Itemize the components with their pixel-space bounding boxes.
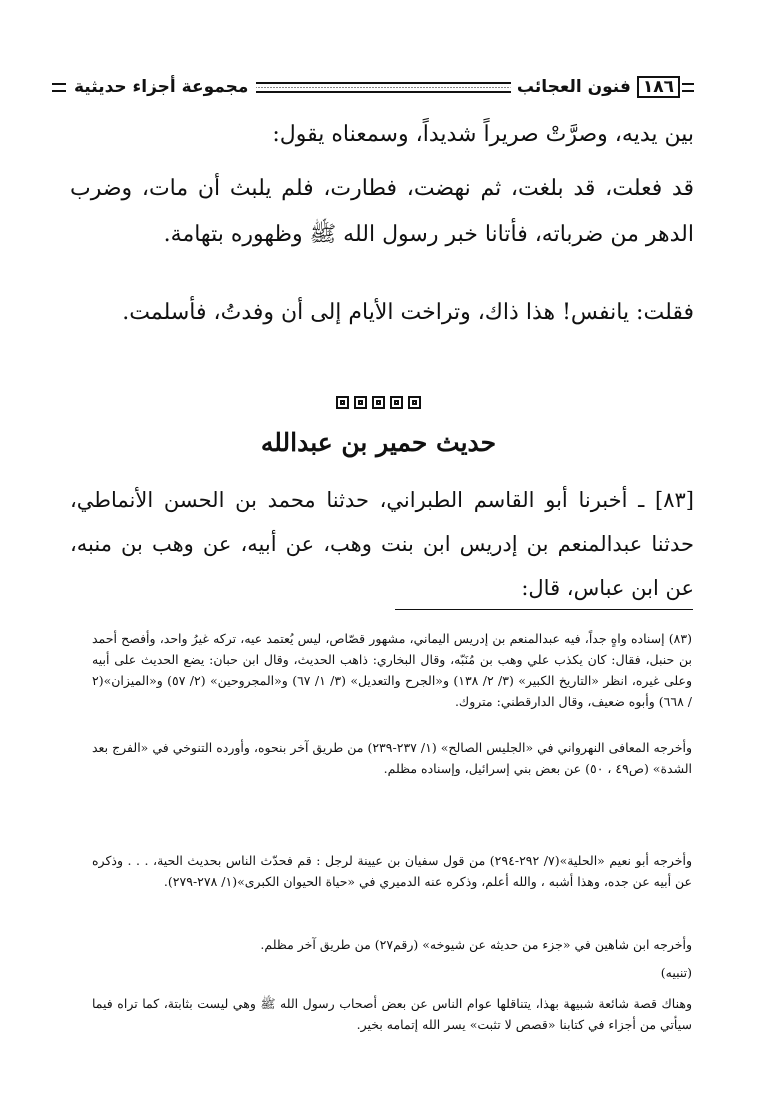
body-paragraph-2: قد فعلت، قد بلغت، ثم نهضت، فطارت، فلم يلبث أن مات، وضرب الدهر من ضرباته، فأتانا خبر رسول الله ﷺ وظهوره بتهامة. [70, 176, 694, 247]
footnote-note-heading: (تنبيه) [660, 965, 692, 980]
footnote-divider [395, 609, 693, 610]
running-header [52, 72, 694, 102]
separator-square [354, 396, 367, 409]
section-title: حديث حمير بن عبدالله [260, 428, 497, 457]
header-rule [256, 82, 510, 93]
body-paragraph-1: بين يديه، وصرَّتْ صريراً شديداً، وسمعناه يقول: [272, 122, 694, 147]
separator-square [336, 396, 349, 409]
book-title: فنون العجائب [516, 77, 631, 97]
page-number: ١٨٦ [637, 76, 680, 98]
separator-square [408, 396, 421, 409]
series-title: مجموعة أجزاء حديثية [74, 77, 249, 97]
footnote-1: (٨٣) إسناده واهٍ جداً، فيه عبدالمنعم بن إدريس اليماني، مشهور قصّاص، ليس يُعتمد عيه، تركه غيرُ واحد، وأفصح أحمد بن حنبل، فقال: كان يكذب علي وهب بن مُنَبّه، وقال البخاري: ذاهب الحديث، وقال ابن حبان: يضع الحديث على أبيه وعلى غيره، انظر «التاريخ الكبير» (٣/ ٢/ ١٣٨) و«الجرح والتعديل» (٣/ ١/ ٦٧) و«المجروحين» (٢/ ٥٧) و«الميزان»(٢ / ٦٦٨) وأبوه ضعيف، وقال الدارقطني: متروك. [92, 631, 692, 709]
body-paragraph-3: فقلت: يانفس! هذا ذاك، وتراخت الأيام إلى أن وفدتُ، فأسلمت. [122, 300, 694, 325]
section-separator-ornament [0, 396, 757, 409]
footnote-2: وأخرجه المعافى النهرواني في «الجليس الصالح» (١/ ٢٣٧-٢٣٩) من طريق آخر بنحوه، وأورده التنوخي في «الفرج بعد الشدة» (ص٤٩ ، ٥٠) عن بعض بني إسرائيل، وإسناده مظلم. [92, 740, 693, 776]
footnote-3: وأخرجه أبو نعيم «الحلية»(٧/ ٢٩٢-٢٩٤) من قول سفيان بن عيينة لرجل : قم فحدّث الناس بحديث الحية، . . . وذكره عن أبيه عن جده، وهذا أشبه ، والله أعلم، وذكره عنه الدميري في «حياة الحيوان الكبرى»(١/ ٢٧٨-٢٧٩). [92, 853, 692, 889]
footnote-4: وأخرجه ابن شاهين في «جزء من حديثه عن شيوخه» (رقم٢٧) من طريق آخر مظلم. [260, 937, 692, 952]
hadith-text: [٨٣] ـ أخبرنا أبو القاسم الطبراني، حدثنا محمد بن الحسن الأنماطي، حدثنا عبدالمنعم بن إدريس ابن بنت وهب، عن أبيه، عن وهب بن منبه، عن ابن عباس، قال: [70, 488, 694, 600]
separator-square [390, 396, 403, 409]
footnote-6: وهناك قصة شائعة شبيهة بهذا، يتناقلها عوام الناس عن بعض أصحاب رسول الله ﷺ وهي ليست بثابتة، كما تراه فيما سيأتي من أجزاء في كتابنا «قصص لا تثبت» يسر الله إتمامه بخير. [92, 996, 692, 1032]
separator-square [372, 396, 385, 409]
header-ornament-right [682, 83, 694, 92]
header-ornament-left [52, 83, 66, 92]
